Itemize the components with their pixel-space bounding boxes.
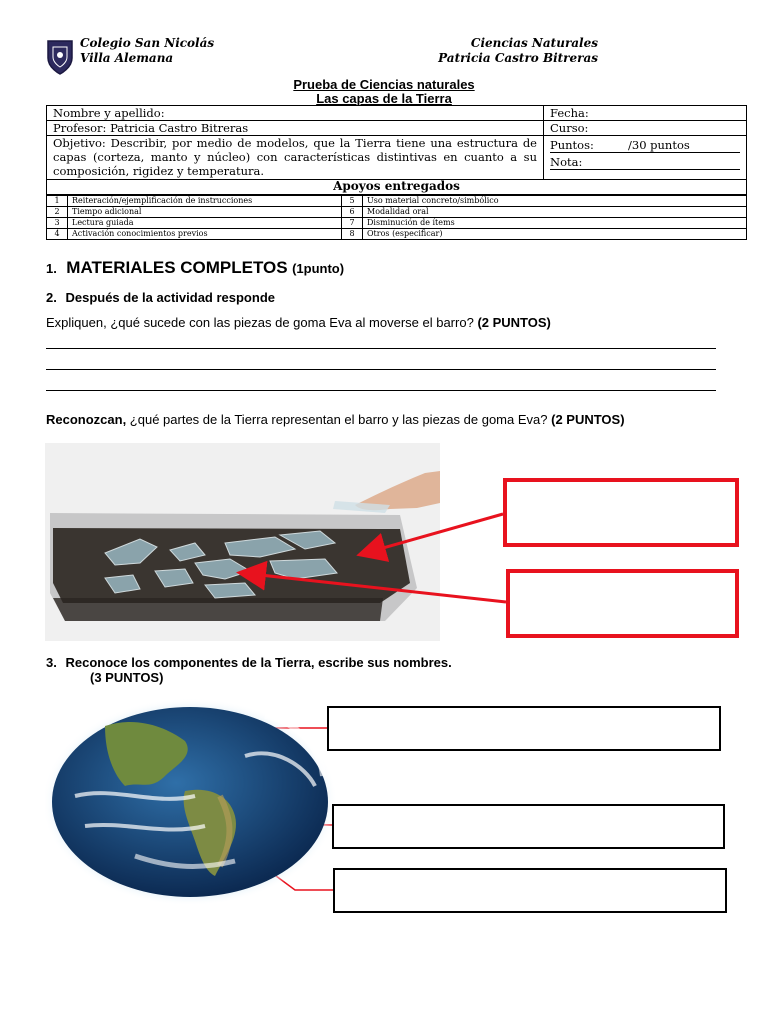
support-number: 4 bbox=[47, 229, 68, 240]
q2-text: Después de la actividad responde bbox=[65, 290, 275, 305]
subject-name: Ciencias Naturales bbox=[470, 36, 598, 50]
support-text: Activación conocimientos previos bbox=[68, 229, 342, 240]
q1-number: 1. bbox=[46, 261, 57, 276]
teacher-field: Profesor: Patricia Castro Bitreras bbox=[47, 121, 544, 136]
points-label: Puntos: bbox=[550, 138, 594, 152]
q1-text: MATERIALES COMPLETOS bbox=[66, 258, 288, 277]
school-line2: Villa Alemana bbox=[80, 51, 174, 65]
answer-box-top[interactable] bbox=[503, 478, 739, 547]
name-field[interactable]: Nombre y apellido: bbox=[47, 106, 544, 121]
points-total: /30 puntos bbox=[628, 138, 690, 152]
support-row bbox=[47, 229, 747, 240]
answer-line[interactable] bbox=[46, 390, 716, 391]
support-row bbox=[47, 218, 747, 229]
question-2 bbox=[46, 290, 275, 305]
grade-row[interactable] bbox=[550, 155, 740, 170]
earth-answer-box-3[interactable] bbox=[333, 868, 727, 913]
support-text: Otros (especificar) bbox=[363, 229, 747, 240]
mud-tray-photo bbox=[45, 443, 440, 641]
course-field[interactable]: Curso: bbox=[544, 121, 747, 136]
support-number: 6 bbox=[342, 207, 363, 218]
q2-sub1-points: (2 PUNTOS) bbox=[477, 315, 551, 330]
points-row bbox=[550, 138, 740, 153]
question-1 bbox=[46, 258, 344, 278]
q3-text: Reconoce los componentes de la Tierra, escribe sus nombres. bbox=[65, 655, 452, 670]
support-number: 7 bbox=[342, 218, 363, 229]
subject-header bbox=[430, 36, 598, 66]
support-text: Reiteración/ejemplificación de instrucciones bbox=[68, 196, 342, 207]
support-row bbox=[47, 207, 747, 218]
supports-heading: Apoyos entregados bbox=[47, 180, 747, 195]
q1-points: (1punto) bbox=[292, 261, 345, 276]
school-name bbox=[80, 36, 214, 66]
school-crest-icon bbox=[45, 38, 75, 76]
q2-sub2 bbox=[46, 412, 625, 427]
support-text: Disminución de ítems bbox=[363, 218, 747, 229]
support-number: 3 bbox=[47, 218, 68, 229]
question-3 bbox=[46, 655, 452, 670]
q3-points: (3 PUNTOS) bbox=[90, 670, 164, 685]
q2-number: 2. bbox=[46, 290, 57, 305]
support-text: Lectura guiada bbox=[68, 218, 342, 229]
school-line1: Colegio San Nicolás bbox=[80, 36, 215, 50]
page-title: Prueba de Ciencias naturales bbox=[293, 77, 475, 92]
supports-table bbox=[46, 195, 747, 240]
answer-line[interactable] bbox=[46, 369, 716, 370]
support-number: 2 bbox=[47, 207, 68, 218]
objective-text: Objetivo: Describir, por medio de modelos, que la Tierra tiene una estructura de capas (corteza, manto y núcleo) con características distintivas en cuanto a su composición, rigidez y temperatura. bbox=[47, 136, 544, 180]
support-number: 5 bbox=[342, 196, 363, 207]
page-subtitle: Las capas de la Tierra bbox=[316, 91, 452, 106]
earth-image bbox=[45, 696, 345, 906]
q3-number: 3. bbox=[46, 655, 57, 670]
earth-answer-box-1[interactable] bbox=[327, 706, 721, 751]
date-field[interactable]: Fecha: bbox=[544, 106, 747, 121]
q2-sub1-text: Expliquen, ¿qué sucede con las piezas de goma Eva al moverse el barro? bbox=[46, 315, 474, 330]
support-number: 8 bbox=[342, 229, 363, 240]
q2-sub2-points: (2 PUNTOS) bbox=[551, 412, 625, 427]
teacher-name: Patricia Castro Bitreras bbox=[438, 51, 598, 65]
student-info-table bbox=[46, 105, 747, 195]
answer-box-bottom[interactable] bbox=[506, 569, 739, 638]
q2-sub2-bold: Reconozcan, bbox=[46, 412, 127, 427]
q2-sub1 bbox=[46, 315, 551, 330]
support-text: Uso material concreto/simbólico bbox=[363, 196, 747, 207]
grade-label: Nota: bbox=[550, 155, 583, 169]
answer-line[interactable] bbox=[46, 348, 716, 349]
support-number: 1 bbox=[47, 196, 68, 207]
score-cell bbox=[544, 136, 747, 180]
support-text: Modalidad oral bbox=[363, 207, 747, 218]
support-text: Tiempo adicional bbox=[68, 207, 342, 218]
support-row bbox=[47, 196, 747, 207]
q2-sub2-text: ¿qué partes de la Tierra representan el barro y las piezas de goma Eva? bbox=[126, 412, 548, 427]
earth-answer-box-2[interactable] bbox=[332, 804, 725, 849]
